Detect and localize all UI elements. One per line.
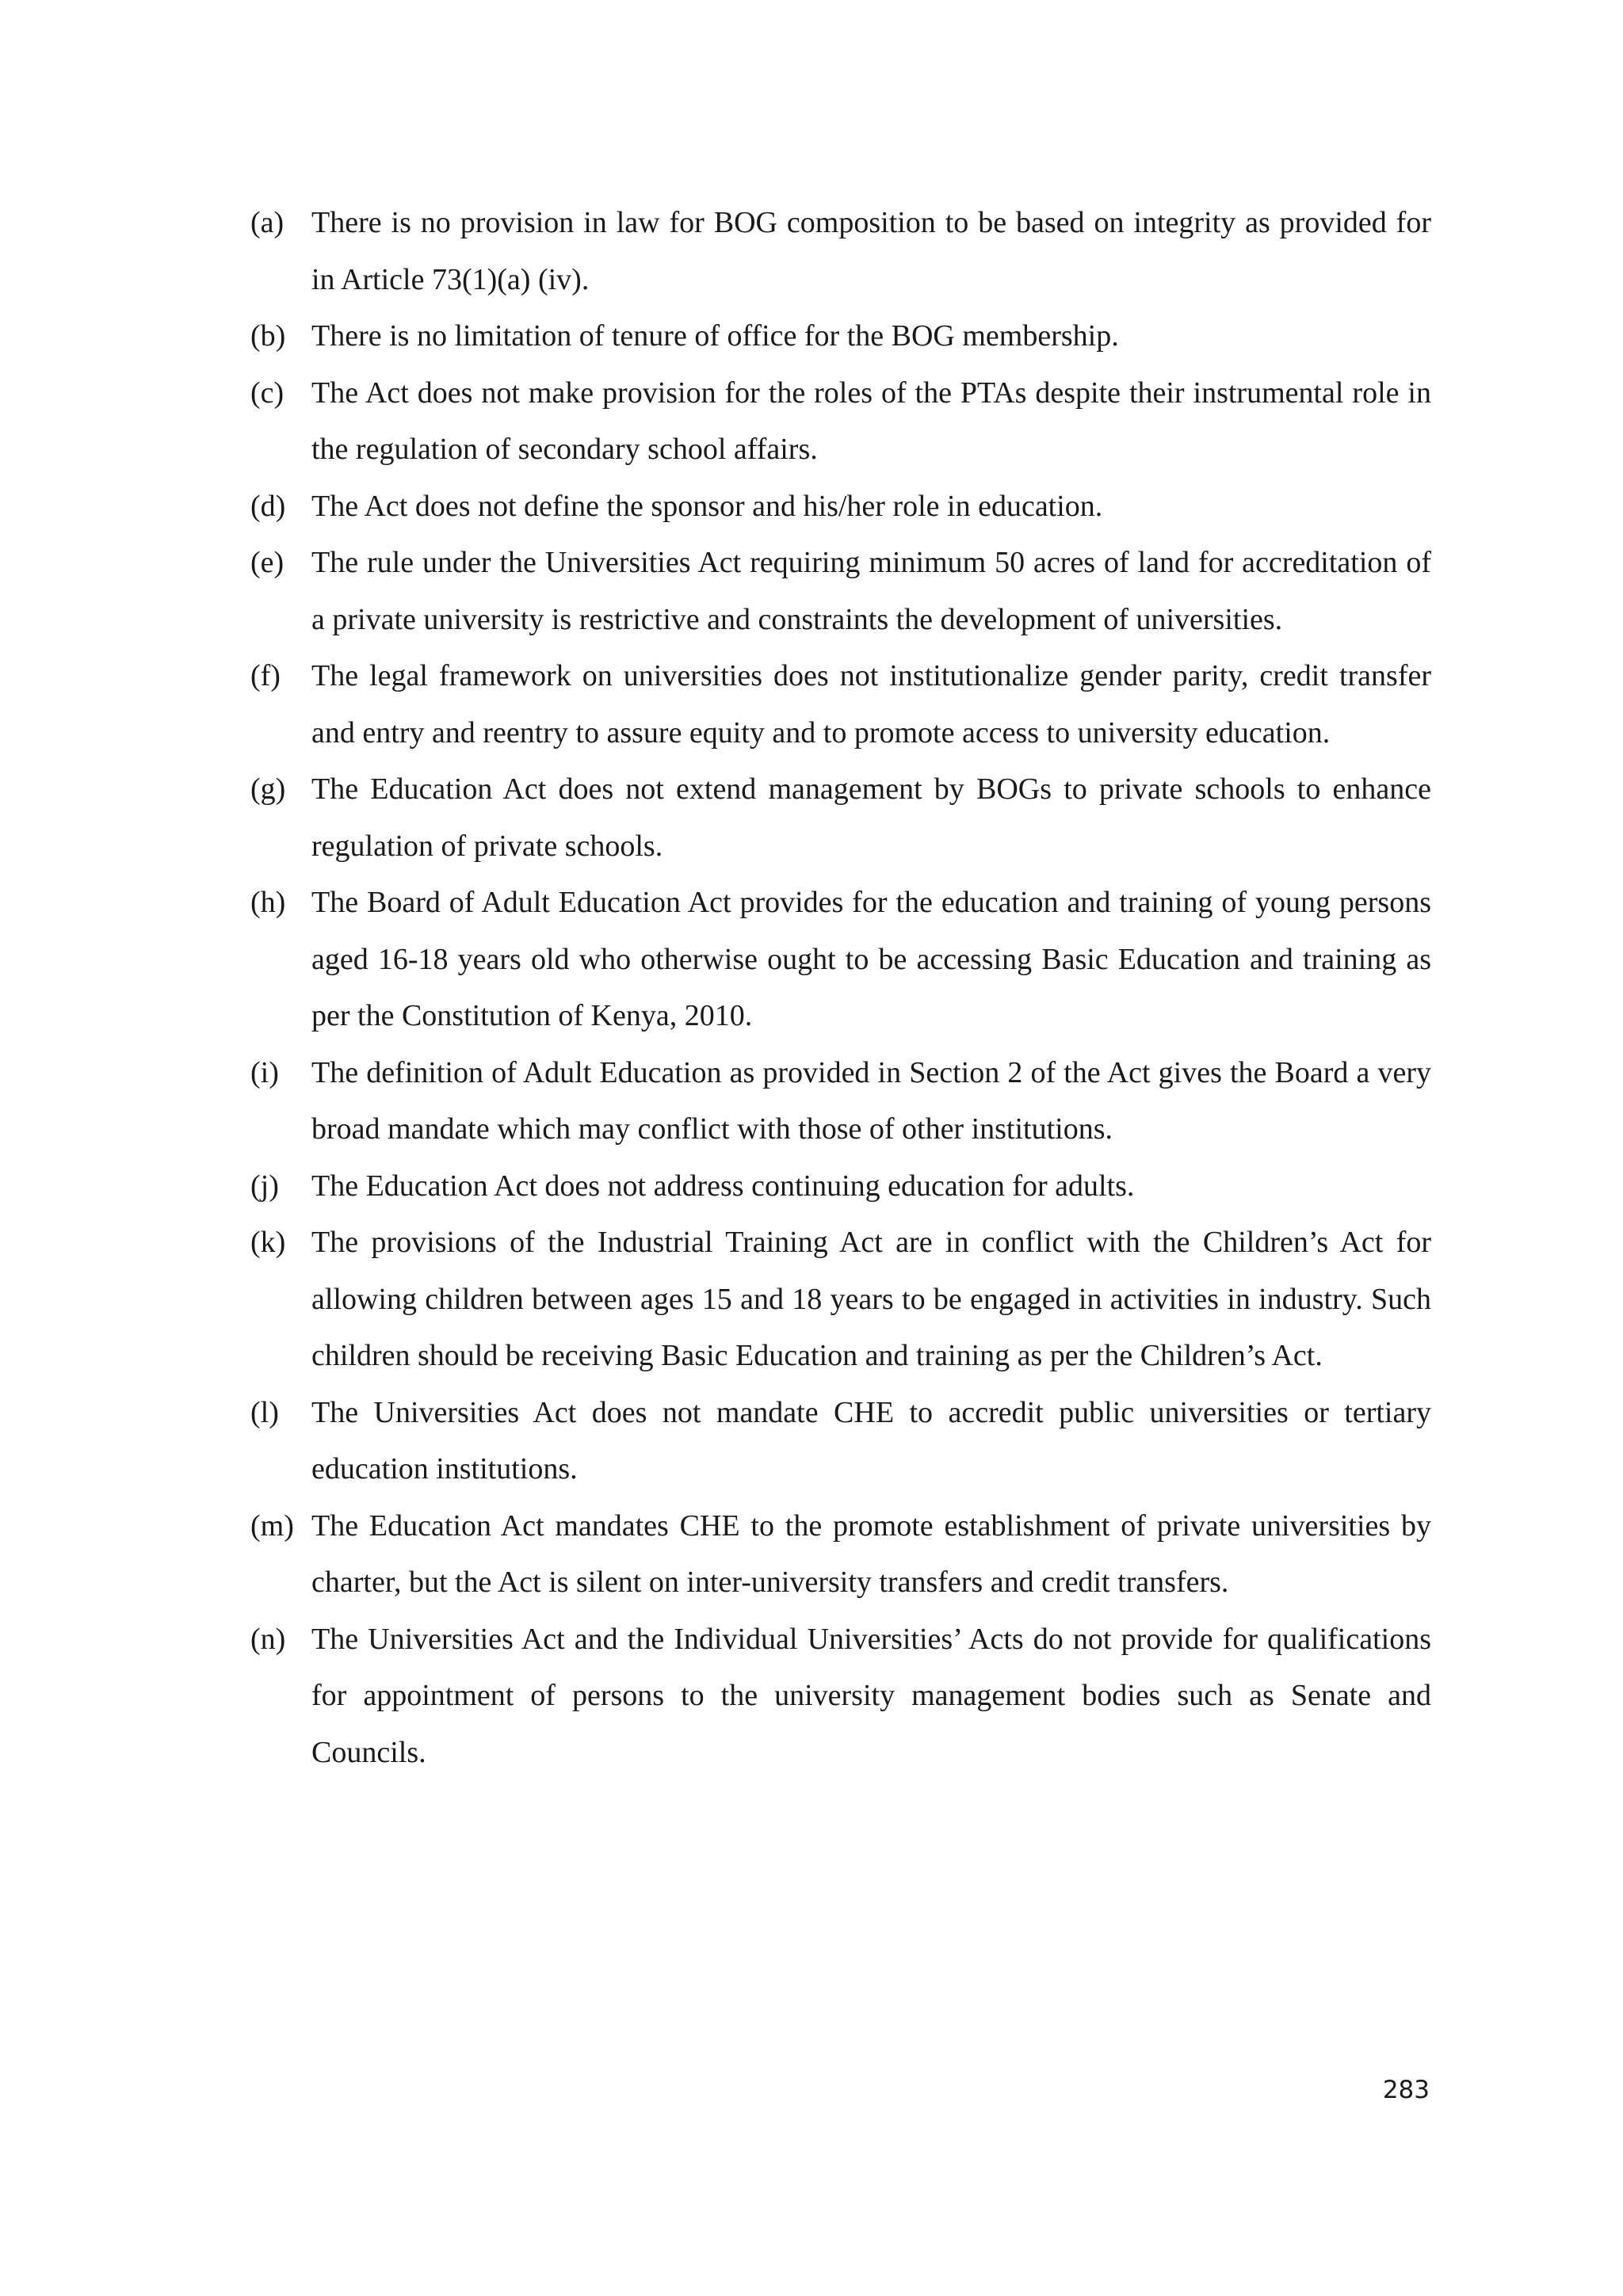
list-item-marker: (f) — [250, 659, 281, 692]
list-item-text: The provisions of the Industrial Training Act are in conflict with the Children’s Act for allowing children between ages 15 and 18 years to be engaged in activities in industry. Such children should be receiving Basic Education and training as per the Children’s Act. — [311, 1226, 1431, 1372]
list-item — [250, 479, 1431, 536]
list-item-marker: (d) — [250, 489, 286, 523]
page-number: 283 — [1382, 2076, 1430, 2104]
list-item-marker: (b) — [250, 319, 286, 353]
list-item — [250, 1611, 1431, 1782]
deficiency-list — [250, 195, 1431, 1781]
list-item — [250, 365, 1431, 479]
list-item-text: There is no provision in law for BOG composition to be based on integrity as provided for in Article 73(1)(a) (iv). — [311, 206, 1431, 296]
list-item-text: The Universities Act and the Individual Universities’ Acts do not provide for qualifications for appointment of persons to the university management bodies such as Senate and Councils. — [311, 1622, 1431, 1769]
list-item-marker: (h) — [250, 886, 286, 919]
list-item — [250, 308, 1431, 365]
list-item-text: The definition of Adult Education as provided in Section 2 of the Act gives the Board a very broad mandate which may conflict with those of other institutions. — [311, 1055, 1431, 1146]
list-item-marker: (e) — [250, 546, 285, 579]
list-item-marker: (n) — [250, 1622, 286, 1656]
list-item — [250, 535, 1431, 648]
list-item-marker: (j) — [250, 1169, 279, 1203]
list-item — [250, 1158, 1431, 1215]
list-item-text: The Act does not define the sponsor and his/her role in education. — [311, 489, 1103, 523]
list-item — [250, 1045, 1431, 1158]
list-item-text: The Education Act does not extend management by BOGs to private schools to enhance regulation of private schools. — [311, 772, 1431, 863]
list-item-text: The Universities Act does not mandate CHE to accredit public universities or tertiary education institutions. — [311, 1395, 1431, 1486]
list-item-text: The Act does not make provision for the roles of the PTAs despite their instrumental role in the regulation of secondary school affairs. — [311, 376, 1431, 466]
list-item — [250, 761, 1431, 875]
list-item-marker: (l) — [250, 1395, 279, 1429]
list-item-marker: (c) — [250, 376, 285, 410]
list-item-text: The legal framework on universities does not institutionalize gender parity, credit transfer and entry and reentry to assure equity and to promote access to university education. — [311, 659, 1431, 749]
list-item — [250, 1385, 1431, 1498]
list-item — [250, 1498, 1431, 1611]
list-item-marker: (i) — [250, 1055, 279, 1089]
list-item-marker: (m) — [250, 1508, 294, 1543]
list-item-text: There is no limitation of tenure of office for the BOG membership. — [311, 319, 1119, 353]
list-item-marker: (a) — [250, 206, 285, 239]
list-item-text: The Education Act mandates CHE to the promote establishment of private universities by charter, but the Act is silent on inter-university transfers and credit transfers. — [311, 1508, 1431, 1599]
list-item-marker: (k) — [250, 1226, 286, 1259]
list-item — [250, 195, 1431, 308]
list-item — [250, 1215, 1431, 1385]
list-item — [250, 648, 1431, 761]
list-item-text: The Board of Adult Education Act provides for the education and training of young persons aged 16-18 years old who otherwise ought to be accessing Basic Education and training as per the Constitution of Kenya, 2010. — [311, 886, 1431, 1032]
list-item-text: The rule under the Universities Act requiring minimum 50 acres of land for accreditation of a private university is restrictive and constraints the development of universities. — [311, 546, 1431, 636]
list-item-marker: (g) — [250, 772, 286, 806]
list-item — [250, 875, 1431, 1045]
list-item-text: The Education Act does not address continuing education for adults. — [311, 1169, 1135, 1203]
